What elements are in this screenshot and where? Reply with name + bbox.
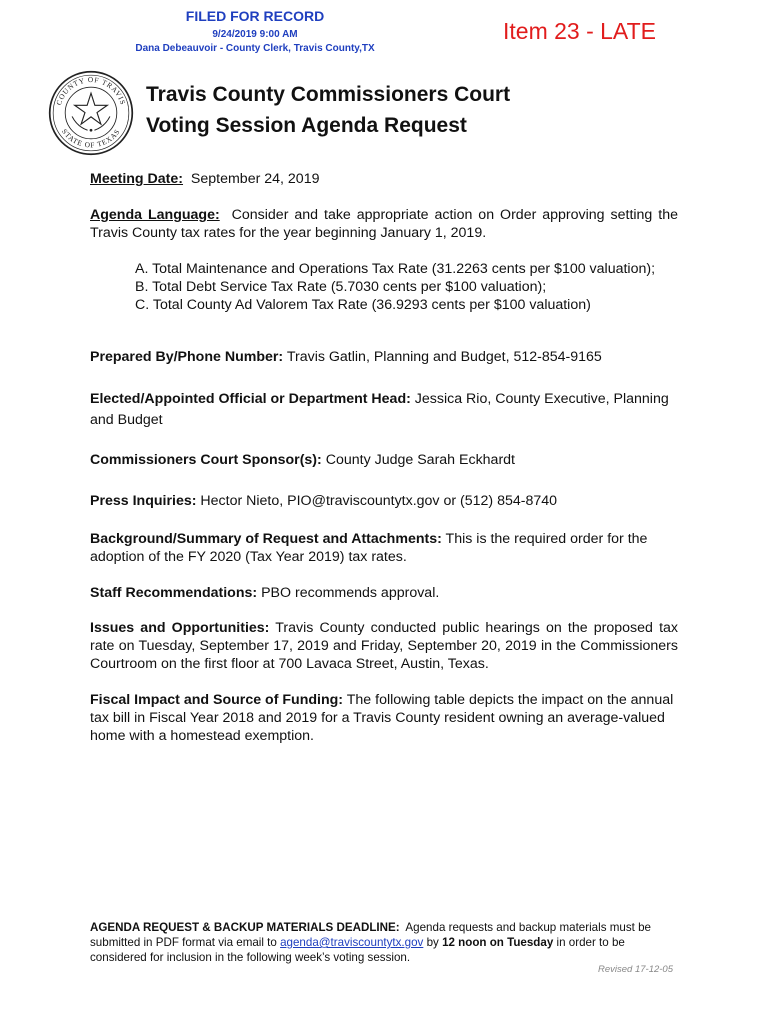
revised-date: Revised 17-12-05: [598, 964, 673, 975]
staff-rec-section: [90, 584, 678, 602]
sponsor-value: County Judge Sarah Eckhardt: [325, 452, 515, 468]
tax-rate-list: [135, 260, 675, 314]
staff-rec-value: PBO recommends approval.: [261, 585, 440, 601]
press-section: [90, 492, 678, 510]
prepared-by-value: Travis Gatlin, Planning and Budget, 512-854-9165: [286, 349, 602, 365]
deadline-text2: by: [426, 936, 439, 949]
sponsor-label: Commissioners Court Sponsor(s):: [90, 452, 322, 468]
tax-rate-item-a: A. Total Maintenance and Operations Tax Rate (31.2263 cents per $100 valuation);: [135, 261, 656, 277]
sponsor-section: [90, 451, 678, 469]
agenda-language-value: Consider and take appropriate action on Order approving setting the Travis County tax rates for the year beginning January 1, 2019.: [90, 207, 679, 241]
issues-section: [90, 619, 678, 673]
background-value: This is the required order for the adoption of the FY 2020 (Tax Year 2019) tax rates.: [90, 531, 648, 565]
staff-rec-label: Staff Recommendations:: [90, 585, 258, 601]
deadline-label: AGENDA REQUEST & BACKUP MATERIALS DEADLINE:: [90, 921, 400, 934]
fiscal-section: [90, 691, 678, 745]
elected-official-value: Jessica Rio, County Executive, Planning and Budget: [90, 391, 669, 428]
press-label: Press Inquiries:: [90, 493, 197, 509]
issues-label: Issues and Opportunities:: [90, 620, 270, 636]
background-section: [90, 530, 678, 566]
meeting-date-value: September 24, 2019: [190, 171, 320, 187]
page-title-line2: Voting Session Agenda Request: [146, 114, 467, 137]
deadline-time: 12 noon on Tuesday: [442, 936, 554, 949]
filed-for-record-title: FILED FOR RECORD: [185, 8, 325, 24]
filed-date: 9/24/2019 9:00 AM: [212, 29, 298, 40]
deadline-text1: Agenda requests and backup materials must be submitted in PDF format via email to: [90, 921, 651, 949]
issues-value: Travis County conducted public hearings on the proposed tax rate on Tuesday, September 17, 2019 and Friday, September 20, 2019 in the Commissioners Courtroom on the first floor at 700 Lavaca Street, Austin, Texas.: [90, 620, 678, 672]
svg-text:STATE OF TEXAS: STATE OF TEXAS: [60, 127, 122, 150]
deadline-text3: in order to be considered for inclusion in the following week’s voting session.: [90, 936, 625, 964]
page-title-line1: Travis County Commissioners Court: [146, 83, 511, 106]
tax-rate-item-c: C. Total County Ad Valorem Tax Rate (36.9293 cents per $100 valuation): [135, 297, 591, 313]
prepared-by-label: Prepared By/Phone Number:: [90, 349, 284, 365]
fiscal-value: The following table depicts the impact on the annual tax bill in Fiscal Year 2018 and 2019 for a Travis County resident owning an average-valued home with a homestead exemption.: [90, 692, 674, 744]
meeting-date-section: [90, 170, 678, 188]
background-label: Background/Summary of Request and Attachments:: [90, 531, 442, 547]
press-value: Hector Nieto, PIO@traviscountytx.gov or (512) 854-8740: [200, 493, 558, 509]
elected-official-section: [90, 389, 678, 431]
agenda-language-label: Agenda Language:: [90, 207, 220, 223]
fiscal-label: Fiscal Impact and Source of Funding:: [90, 692, 344, 708]
svg-text:COUNTY OF TRAVIS: COUNTY OF TRAVIS: [54, 75, 128, 107]
county-seal-icon: [48, 70, 134, 156]
deadline-footer: [90, 920, 678, 965]
tax-rate-item-b: B. Total Debt Service Tax Rate (5.7030 cents per $100 valuation);: [135, 279, 547, 295]
agenda-email-link[interactable]: agenda@traviscountytx.gov: [280, 936, 424, 949]
agenda-language-section: [90, 206, 678, 242]
elected-official-label: Elected/Appointed Official or Department Head:: [90, 391, 411, 407]
prepared-by-section: [90, 348, 678, 366]
meeting-date-label: Meeting Date:: [90, 171, 184, 187]
filed-clerk: Dana Debeauvoir - County Clerk, Travis County,TX: [135, 43, 375, 54]
item-late-label: Item 23 - LATE: [503, 18, 656, 44]
